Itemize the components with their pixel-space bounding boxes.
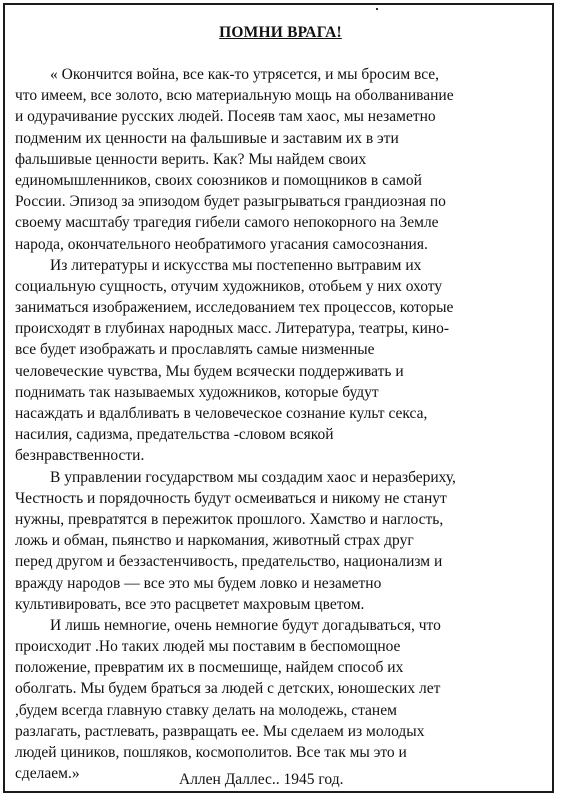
text-line: разлагать, растлевать, развращать ее. Мы сделаем из молодых (15, 722, 425, 740)
text-line: поднимать так называемых художников, которые будут (15, 383, 379, 401)
text-line: России. Эпизод за эпизодом будет разыгрываться грандиозная по (15, 193, 446, 211)
text-line: насилия, садизма, предательства -словом всякой (15, 426, 334, 444)
text-line: нужны, превратятся в пережиток прошлого. Хамство и наглость, (15, 510, 444, 528)
text-line: безнравственности. (15, 447, 145, 465)
text-line: фальшивые ценности верить. Как? Мы найдем своих (15, 150, 367, 168)
text-line: своему масштабу трагедия гибели самого непокорного на Земле (15, 214, 439, 232)
text-line: « Окончится война, все как-то утрясется, и мы бросим все, (50, 66, 440, 83)
scan-speck (376, 8, 378, 10)
paragraph (15, 467, 543, 615)
text-line: ложь и обман, пьянство и наркомания, животный страх друг (15, 532, 414, 550)
text-line: единомышленников, своих союзников и помощников в самой (15, 171, 422, 189)
text-line: заниматься изображением, исследованием тех процессов, которые (15, 299, 454, 317)
text-line: Из литературы и искусства мы постепенно вытравим их (50, 256, 422, 274)
signature: Аллен Даллес.. 1945 год. (179, 771, 344, 788)
text-line: происходит .Но таких людей мы поставим в беспомощное (15, 638, 401, 656)
document-title: ПОМНИ ВРАГА! (219, 24, 342, 41)
text-line: подменим их ценности на фальшивые и заставим их в эти (15, 129, 399, 147)
text-line: все будет изображать и прославлять самые низменные (15, 341, 375, 359)
text-line: сделаем.» (15, 765, 80, 783)
text-line: народа, окончательного необратимого угасания самосознания. (15, 235, 428, 253)
document-body (15, 64, 543, 784)
text-line: ,будем всегда главную ставку делать на молодежь, станем (15, 701, 397, 719)
text-line: культивировать, все это расцветет махровым цветом. (15, 595, 365, 613)
text-line: И лишь немногие, очень немногие будут догадываться, что (50, 616, 441, 634)
text-line: человеческие чувства, Мы будем всячески поддерживать и (15, 362, 404, 380)
text-line: В управлении государством мы создадим хаос и неразбериху, (50, 468, 456, 486)
paragraph (15, 64, 543, 255)
text-line: вражду народов — все это мы будем ловко и незаметно (15, 574, 382, 592)
text-line: насаждать и вдалбливать в человеческое сознание культ секса, (15, 405, 428, 422)
text-line: и одурачивание русских людей. Посеяв там хаос, мы незаметно (15, 108, 436, 126)
text-line: происходят в глубинах народных масс. Литература, театры, кино- (15, 320, 450, 338)
text-line: социальную сущность, отучим художников, отобьем у них охоту (15, 277, 443, 295)
paragraph (15, 615, 543, 785)
text-line: Честность и порядочность будут осмеиваться и никому не станут (15, 489, 447, 507)
text-line: что имеем, все золото, всю материальную мощь на оболванивание (15, 87, 454, 105)
text-line: перед другом и беззастенчивость, предательство, национализм и (15, 553, 443, 571)
text-line: людей циников, пошляков, космополитов. Все так мы это и (15, 744, 407, 761)
text-line: оболгать. Мы будем браться за людей с детских, юношеских лет (15, 680, 441, 698)
paragraph (15, 255, 543, 467)
text-line: положение, превратим их в посмешище, найдем способ их (15, 659, 404, 677)
